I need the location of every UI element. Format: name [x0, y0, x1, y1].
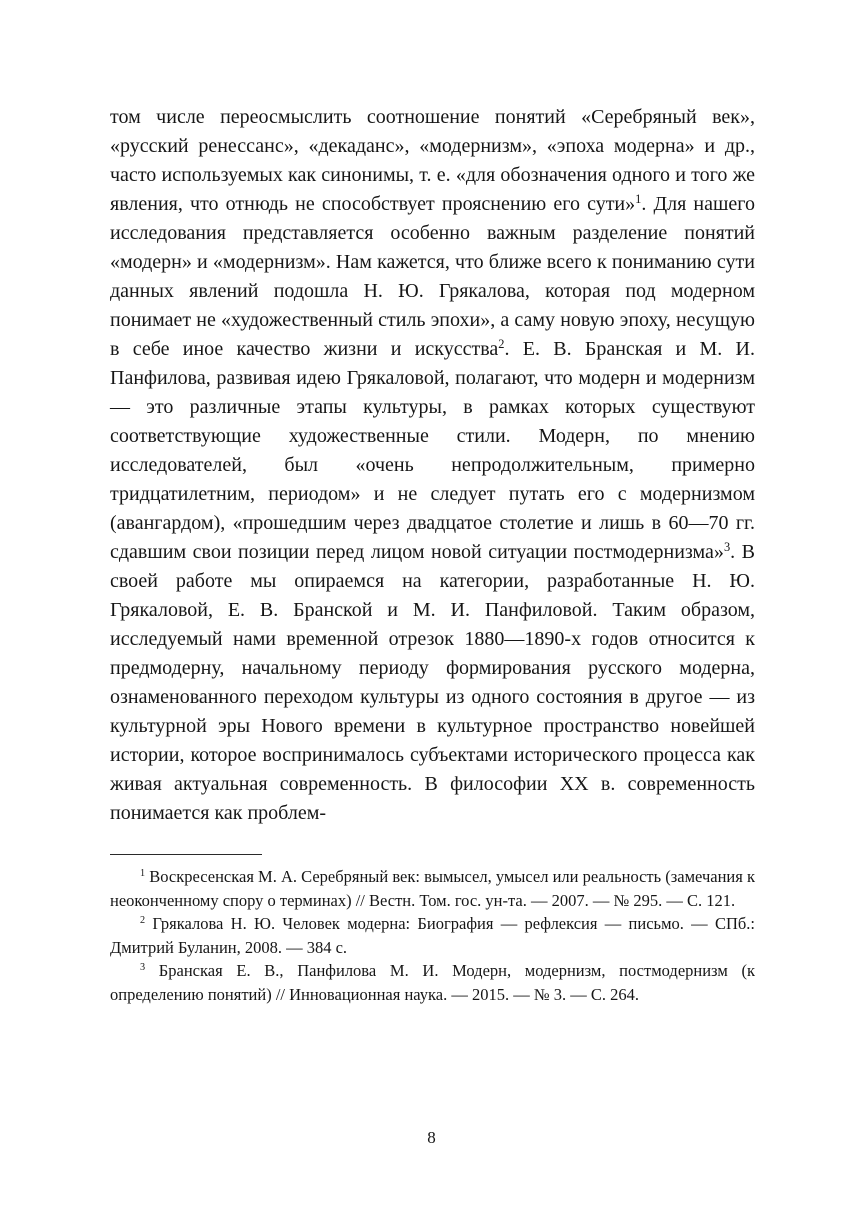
footnote-text: Грякалова Н. Ю. Человек модерна: Биография — рефлексия — письмо. — СПб.: Дмитрий Буланин, 2008. — 384 с. [110, 914, 755, 957]
body-text-segment: том числе переосмыслить соотношение понятий «Серебряный век», «русский ренессанс», «декаданс», «модернизм», «эпоха модерна» и др., часто используемых как синонимы, т. е. «для обозначения одного и того же явления, что отнюдь не способствует прояснению его сути» [110, 106, 755, 215]
main-text [110, 103, 755, 828]
footnote-marker-3: 3 [140, 962, 146, 974]
body-text-segment: . В своей работе мы опираемся на категории, разработанные Н. Ю. Грякаловой, Е. В. Бранской и М. И. Панфиловой. Таким образом, исследуемый нами временной отрезок 1880—1890-х годов относится к предмодерну, начальному периоду формирования русского модерна, ознаменованного переходом культуры из одного состояния в другое — из культурной эры Нового времени в культурное пространство новейшей истории, которое воспринималось субъектами исторического процесса как живая актуальная современность. В философии XX в. современность понимается как проблем- [110, 541, 755, 824]
footnotes-section [110, 865, 755, 1006]
footnote-1 [110, 865, 755, 912]
footnote-text: Бранская Е. В., Панфилова М. И. Модерн, модернизм, постмодернизм (к определению понятий) // Инновационная наука. — 2015. — № 3. — С. 264. [110, 961, 755, 1004]
footnote-ref-1: 1 [635, 192, 642, 207]
footnote-2 [110, 912, 755, 959]
footnote-text: Воскресенская М. А. Серебряный век: вымысел, умысел или реальность (замечания к неоконченному спору о терминах) // Вестн. Том. гос. ун-та. — 2007. — № 295. — С. 121. [110, 867, 755, 910]
page-number: 8 [427, 1128, 436, 1147]
body-text-segment: . Для нашего исследования представляется особенно важным разделение понятий «модерн» и «модернизм». Нам кажется, что ближе всего к пониманию сути данных явлений подошла Н. Ю. Грякалова, которая под модерном понимает не «художественный стиль эпохи», а саму новую эпоху, несущую в себе иное качество жизни и искусства [110, 193, 755, 360]
body-text-segment: . Е. В. Бранская и М. И. Панфилова, развивая идею Грякаловой, полагают, что модерн и модернизм — это различные этапы культуры, в рамках которых существуют соответствующие художественные стили. Модерн, по мнению исследователей, был «очень непродолжительным, примерно тридцатилетним, периодом» и не следует путать его с модернизмом (авангардом), «прошедшим через двадцатое столетие и лишь в 60—70 гг. сдавшим свои позиции перед лицом новой ситуации постмодернизма» [110, 338, 756, 563]
footnote-marker-2: 2 [140, 915, 146, 927]
footnote-ref-2: 2 [498, 337, 505, 352]
body-paragraph [110, 103, 755, 828]
footnote-3 [110, 959, 755, 1006]
footnote-separator [110, 854, 262, 855]
footnote-marker-1: 1 [140, 868, 146, 880]
footnote-ref-3: 3 [723, 540, 731, 555]
